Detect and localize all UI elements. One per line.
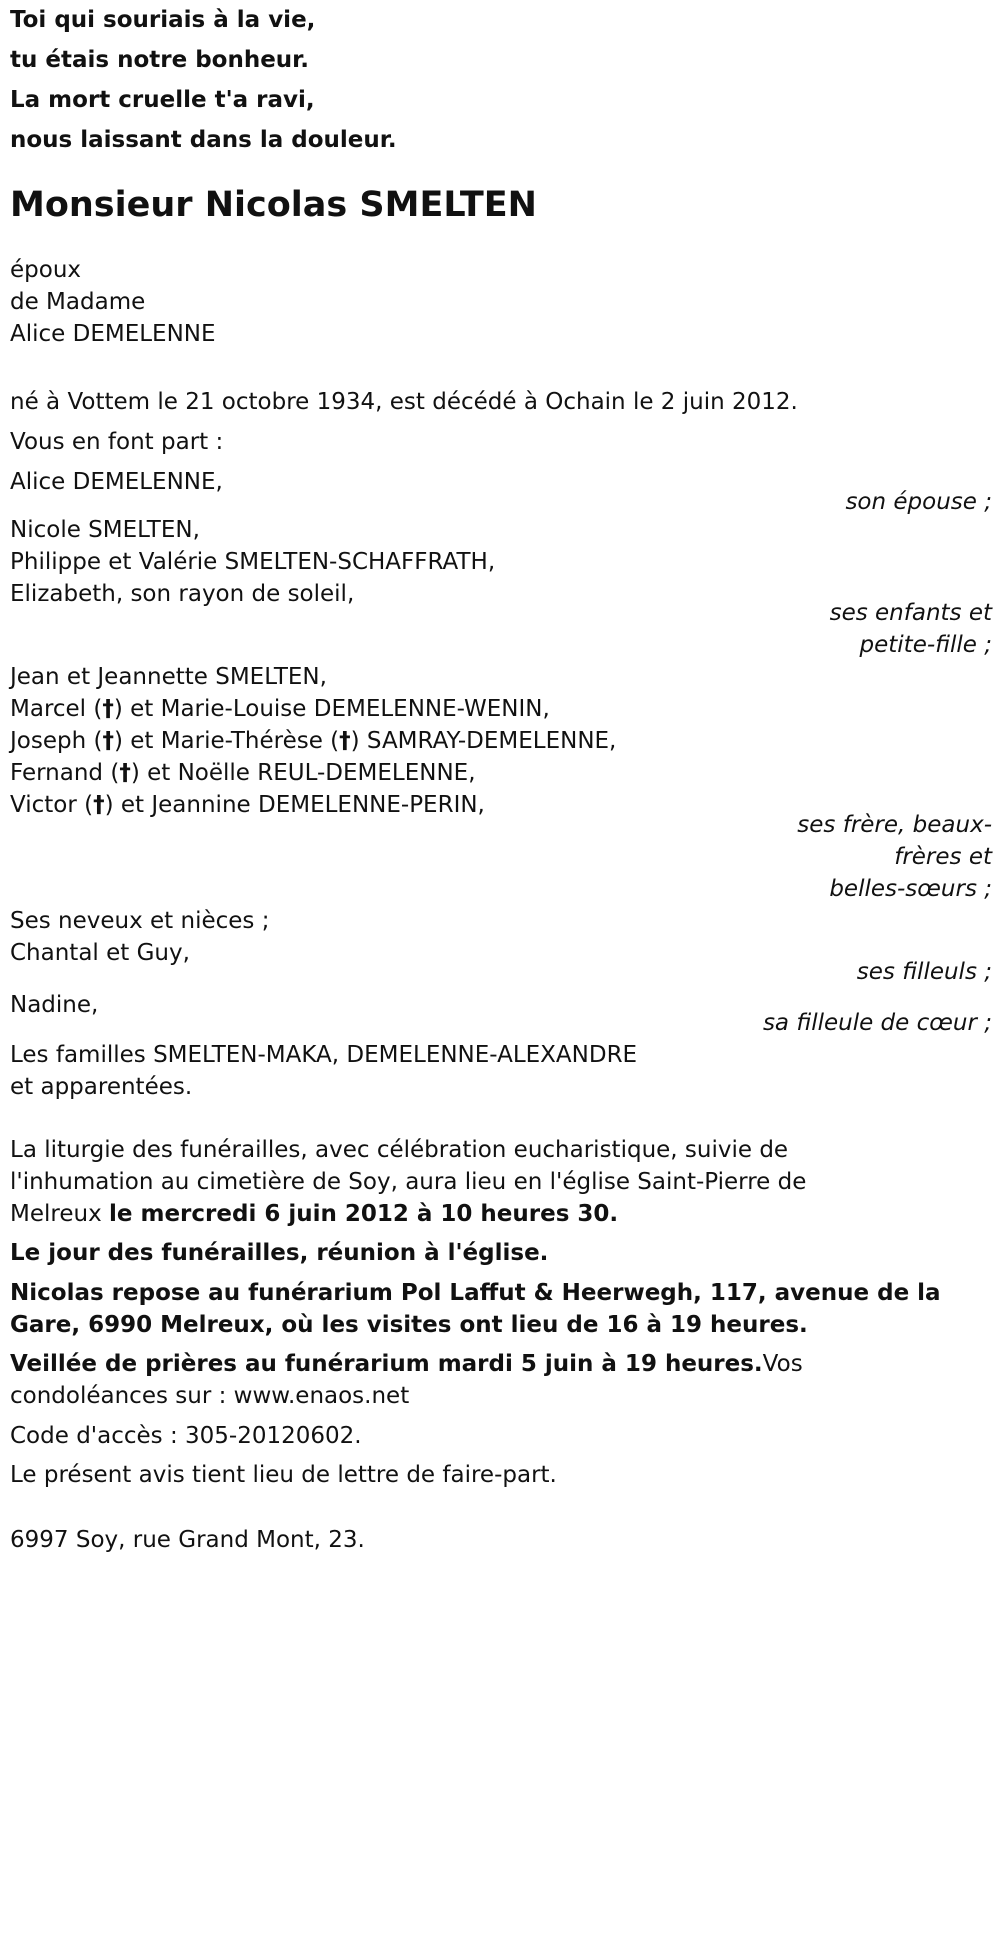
liturgy-line-3 (10, 1198, 618, 1230)
spouse-line-1: époux (10, 257, 82, 283)
families-line-1: Les familles SMELTEN-MAKA, DEMELENNE-ALEXANDRE (10, 1042, 638, 1068)
sibling-line-2-b: ) et Marie-Louise DEMELENNE-WENIN, (113, 696, 550, 722)
sibling-line-1: Jean et Jeannette SMELTEN, (10, 664, 327, 690)
notice-text: Le présent avis tient lieu de lettre de faire-part. (10, 1462, 557, 1488)
godchildren-role: ses filleuls ; (856, 959, 992, 985)
spouse-line-2: de Madame (10, 289, 146, 315)
cross-icon: † (339, 728, 351, 754)
access-code: Code d'accès : 305-20120602. (10, 1423, 362, 1449)
spouse-role: son épouse ; (845, 489, 992, 515)
sibling-line-2-a: Marcel ( (10, 696, 103, 722)
cross-icon: † (102, 696, 114, 722)
spouse-name: Alice DEMELENNE, (10, 469, 223, 495)
cross-icon: † (93, 792, 105, 818)
sibling-line-2 (10, 693, 550, 725)
children-role-2: petite-fille ; (859, 632, 992, 658)
address-text: 6997 Soy, rue Grand Mont, 23. (10, 1527, 365, 1553)
sibling-line-3-b: ) et Marie-Thérèse ( (113, 728, 340, 754)
spouse-line-3: Alice DEMELENNE (10, 321, 216, 347)
funerarium-line-1: Nicolas repose au funérarium Pol Laffut & Heerwegh, 117, avenue de la (10, 1280, 941, 1306)
vigil-line-1 (10, 1348, 803, 1380)
sibling-line-5-b: ) et Jeannine DEMELENNE-PERIN, (104, 792, 485, 818)
deceased-name: Monsieur Nicolas SMELTEN (10, 185, 537, 225)
sibling-line-5 (10, 789, 485, 821)
poem-line-4: nous laissant dans la douleur. (10, 127, 397, 153)
child-name-3: Elizabeth, son rayon de soleil, (10, 581, 355, 607)
siblings-role-3: belles-sœurs ; (829, 876, 992, 902)
siblings-role-2: frères et (894, 844, 992, 870)
child-name-1: Nicole SMELTEN, (10, 517, 200, 543)
siblings-role-1: ses frère, beaux- (797, 812, 992, 838)
child-name-2: Philippe et Valérie SMELTEN-SCHAFFRATH, (10, 549, 496, 575)
liturgy-place: Melreux (10, 1201, 109, 1227)
children-role-1: ses enfants et (829, 600, 992, 626)
meeting-text: Le jour des funérailles, réunion à l'église. (10, 1240, 549, 1266)
sibling-line-5-a: Victor ( (10, 792, 94, 818)
sibling-line-3 (10, 725, 616, 757)
liturgy-line-1: La liturgie des funérailles, avec célébration eucharistique, suivie de (10, 1137, 789, 1163)
families-line-2: et apparentées. (10, 1074, 193, 1100)
birth-death-text: né à Vottem le 21 octobre 1934, est décédé à Ochain le 2 juin 2012. (10, 389, 798, 415)
sibling-line-4-b: ) et Noëlle REUL-DEMELENNE, (130, 760, 476, 786)
goddaughter-role: sa filleule de cœur ; (762, 1010, 992, 1036)
funerarium-line-2: Gare, 6990 Melreux, où les visites ont lieu de 16 à 19 heures. (10, 1312, 808, 1338)
liturgy-datetime: le mercredi 6 juin 2012 à 10 heures 30. (109, 1201, 619, 1227)
sibling-line-3-c: ) SAMRAY-DEMELENNE, (350, 728, 617, 754)
poem-line-3: La mort cruelle t'a ravi, (10, 87, 315, 113)
nephews-text: Ses neveux et nièces ; (10, 908, 270, 934)
condolences-link[interactable]: condoléances sur : www.enaos.net (10, 1383, 410, 1409)
godchildren-name: Chantal et Guy, (10, 940, 190, 966)
poem-line-2: tu étais notre bonheur. (10, 47, 309, 73)
sibling-line-3-a: Joseph ( (10, 728, 103, 754)
sibling-line-4 (10, 757, 476, 789)
goddaughter-name: Nadine, (10, 992, 99, 1018)
cross-icon: † (119, 760, 131, 786)
announce-text: Vous en font part : (10, 429, 224, 455)
vigil-text: Veillée de prières au funérarium mardi 5 juin à 19 heures. (10, 1351, 763, 1377)
cross-icon: † (102, 728, 114, 754)
sibling-line-4-a: Fernand ( (10, 760, 120, 786)
condolences-intro: Vos (762, 1351, 803, 1377)
poem-line-1: Toi qui souriais à la vie, (10, 7, 316, 33)
liturgy-line-2: l'inhumation au cimetière de Soy, aura lieu en l'église Saint-Pierre de (10, 1169, 807, 1195)
